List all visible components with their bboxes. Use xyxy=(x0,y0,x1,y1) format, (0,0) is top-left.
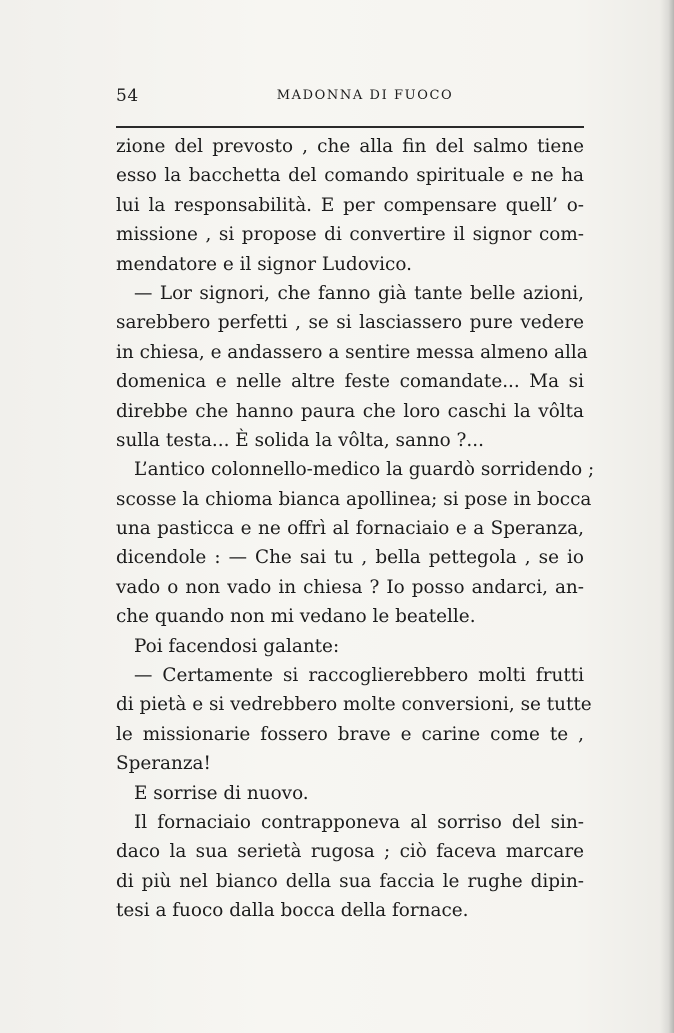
text-line: dicendole : — Che sai tu , bella pettegola , se io xyxy=(116,547,584,569)
text-line: missione , si propose di convertire il signor com- xyxy=(116,224,584,246)
text-line: di più nel bianco della sua faccia le rughe dipin- xyxy=(116,870,584,892)
text-line: sarebbero perfetti , se si lasciassero pure vedere xyxy=(116,312,584,334)
text-line: L’antico colonnello-medico la guardò sorridendo ; xyxy=(134,459,595,481)
text-line: di pietà e si vedrebbero molte conversioni, se tutte xyxy=(116,694,592,716)
text-line: vado o non vado in chiesa ? Io posso andarci, an- xyxy=(116,576,584,598)
text-line: Poi facendosi galante: xyxy=(134,635,340,657)
text-line: zione del prevosto , che alla fin del salmo tiene xyxy=(116,136,584,157)
text-line: lui la responsabilità. E per compensare quell’ o- xyxy=(116,194,584,216)
text-line: domenica e nelle altre feste comandate... Ma si xyxy=(116,371,584,393)
page-header xyxy=(116,86,584,110)
text-line: daco la sua serietà rugosa ; ciò faceva marcare xyxy=(116,841,584,863)
text-line: le missionarie fossero brave e carine come te , xyxy=(116,723,584,745)
page-edge-shadow xyxy=(660,0,674,1033)
text-line: una pasticca e ne offrì al fornaciaio e a Speranza, xyxy=(116,518,584,540)
text-line: esso la bacchetta del comando spirituale e ne ha xyxy=(116,165,584,187)
text-line: E sorrise di nuovo. xyxy=(134,782,309,804)
text-line: che quando non mi vedano le beatelle. xyxy=(116,606,476,628)
text-line: Il fornaciaio contrapponeva al sorriso del sin- xyxy=(134,811,584,833)
running-title: MADONNA DI FUOCO xyxy=(276,88,454,103)
text-line: — Lor signori, che fanno già tante belle azioni, xyxy=(134,282,584,304)
page-number: 54 xyxy=(116,86,139,106)
text-line: direbbe che hanno paura che loro caschi la vôlta xyxy=(116,400,584,422)
text-line: — Certamente si raccoglierebbero molti frutti xyxy=(134,665,584,687)
text-line: in chiesa, e andassero a sentire messa almeno alla xyxy=(116,341,588,363)
header-rule xyxy=(116,126,584,128)
text-line: sulla testa... È solida la vôlta, sanno ?... xyxy=(116,429,484,451)
text-line: Speranza! xyxy=(116,753,211,775)
text-line: scosse la chioma bianca apollinea; si pose in bocca xyxy=(116,488,592,510)
body-text xyxy=(116,132,595,926)
text-line: mendatore e il signor Ludovico. xyxy=(116,253,412,275)
text-line: tesi a fuoco dalla bocca della fornace. xyxy=(116,900,469,922)
